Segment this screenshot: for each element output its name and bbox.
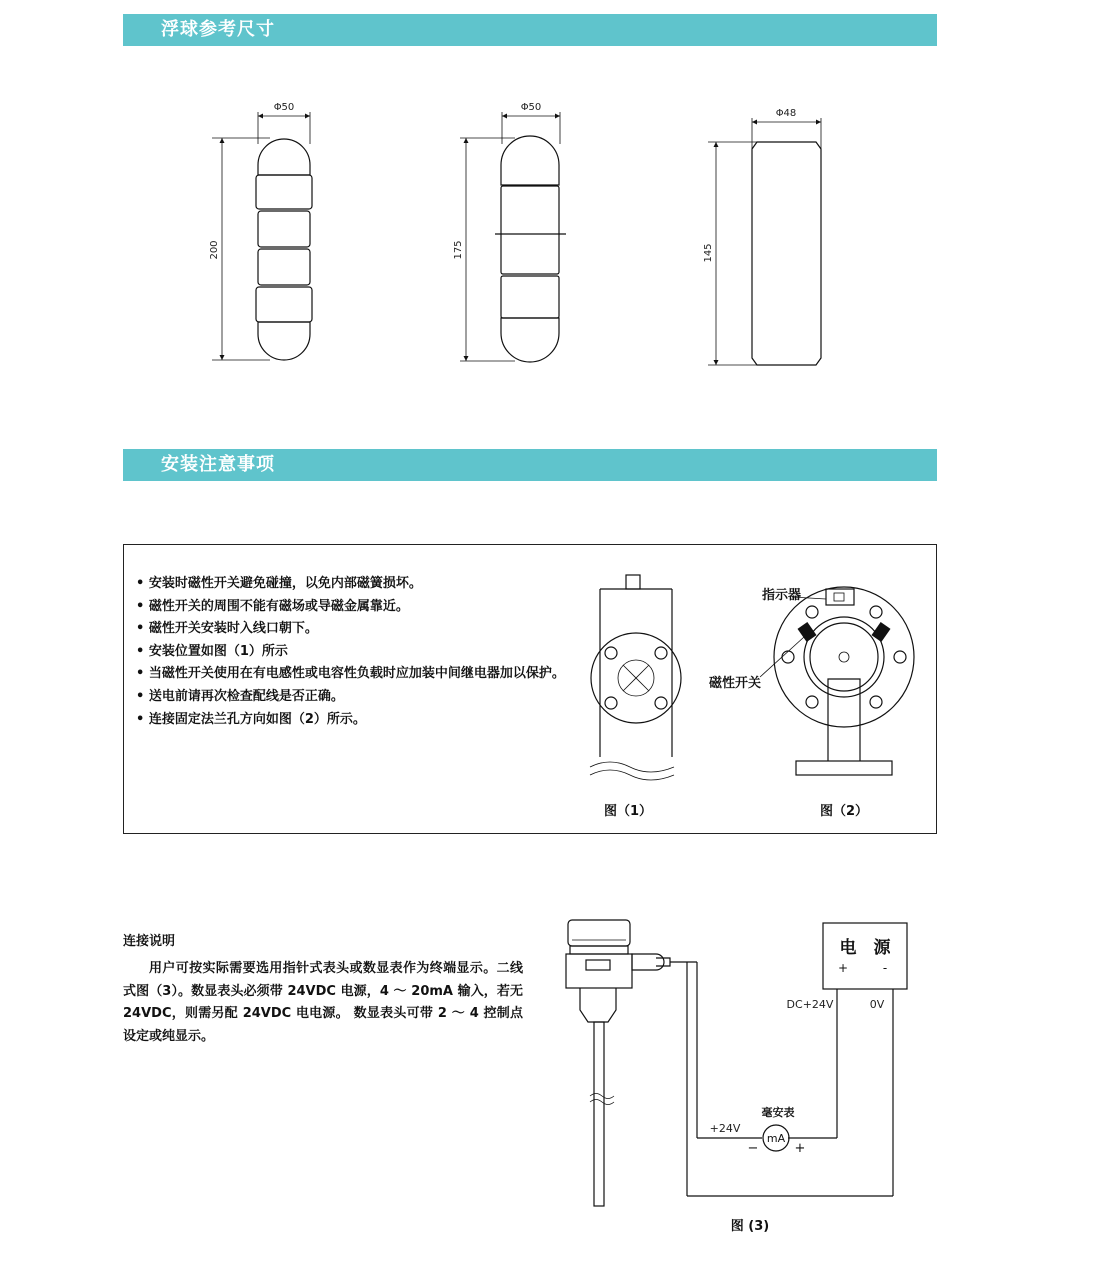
float-3-height: 145 (703, 243, 714, 263)
float-2-height: 175 (453, 240, 464, 260)
float-3-drawing (703, 108, 821, 365)
indicator-label: 指示器 (762, 588, 802, 603)
magnetic-switch-label: 磁性开关 (709, 676, 762, 691)
float-dimension-drawings (0, 60, 1100, 460)
meter-label: 毫安表 (761, 1106, 795, 1119)
power-plus: + (837, 961, 849, 975)
float-1-diameter: Φ50 (273, 102, 295, 113)
wiring-diagram (550, 910, 950, 1250)
install-figures (564, 547, 924, 832)
figure-2-caption: 图（2） (819, 804, 869, 819)
figure-1-pipe-diagram (590, 575, 681, 819)
figure-1-caption: 图（1） (603, 804, 653, 819)
float-1-height: 200 (209, 240, 220, 260)
note-item: • 当磁性开关使用在有电感性或电容性负载时应加装中间继电器加以保护。 (136, 663, 565, 686)
power-title: 电 源 (839, 938, 891, 958)
section-header-install-notes: 安装注意事项 (123, 449, 937, 481)
note-item: • 磁性开关安装时入线口朝下。 (136, 618, 565, 641)
figure-2-flange-diagram (709, 587, 914, 819)
meter-unit: mA (766, 1132, 786, 1145)
float-1-drawing (209, 102, 312, 360)
section-header-float-dimensions: 浮球参考尺寸 (123, 14, 937, 46)
install-notes-box (123, 544, 937, 834)
power-minus: - (882, 961, 888, 975)
dc24-label: DC+24V (786, 998, 834, 1011)
plus24-label: +24V (709, 1122, 741, 1135)
float-2-drawing (453, 102, 566, 362)
connection-text: 用户可按实际需要选用指针式表头或数显表作为终端显示。二线式图（3）。数显表头必须带 24VDC 电源，4 ～ 20mA 输入，若无 24VDC，则需另配 24VDC 电电源。 数显表头可带 2 ～ 4 控制点设定或纯显示。 (123, 961, 523, 1044)
install-notes-list (136, 573, 565, 731)
connection-title: 连接说明 (123, 934, 176, 949)
figure-3-caption: 图 (3) (730, 1219, 770, 1234)
float-2-diameter: Φ50 (520, 102, 542, 113)
note-item: • 送电前请再次检查配线是否正确。 (136, 686, 565, 709)
meter-plus: + (794, 1141, 806, 1156)
note-item: • 安装位置如图（1）所示 (136, 641, 565, 664)
meter-minus: − (747, 1141, 759, 1156)
level-switch-device (566, 920, 670, 1206)
note-item: • 磁性开关的周围不能有磁场或导磁金属靠近。 (136, 596, 565, 619)
zero-v-label: 0V (869, 998, 885, 1011)
float-3-diameter: Φ48 (775, 108, 797, 119)
note-item: • 安装时磁性开关避免碰撞，以免内部磁簧损坏。 (136, 573, 565, 596)
note-item: • 连接固定法兰孔方向如图（2）所示。 (136, 709, 565, 732)
